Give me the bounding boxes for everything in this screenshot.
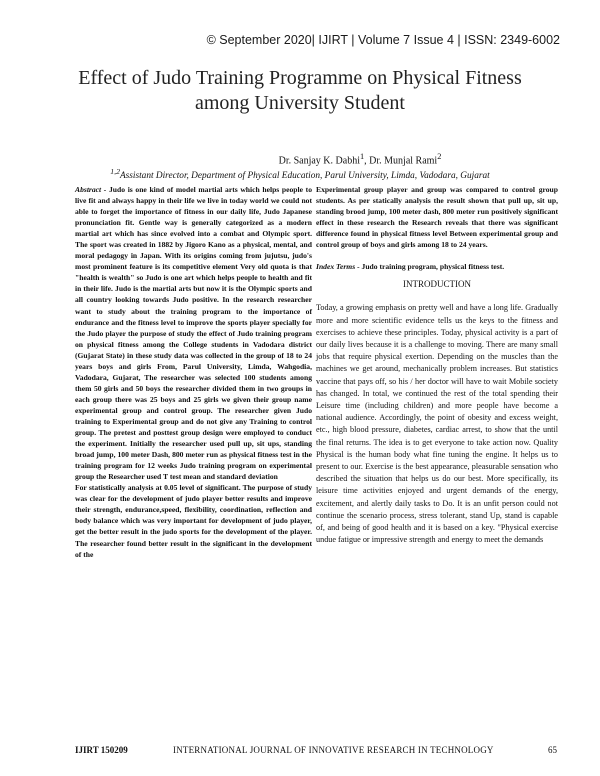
abstract-paragraph-1 — [75, 184, 312, 482]
abstract-text-1: Judo is one kind of model martial arts which helps people to live fit and always happy in their life we live in today world we could not able to forget the importance of fitness in our daily life, Judo Japanese pronunciation fit. Gentle way is generally categorized as a modern martial art which has since evolved into a combat and Olympic sport. The sport was created in 1882 by Jigoro Kano as a physical, mental, and moral pedagogy in Japan. With its origins coming from jujutsu, judo's most prominent feature is its competitive element Very old quota is that "health is wealth" so Judo is one art which helps people to health and fit in their life. Judo is the martial arts but now it is the Olympic sports and all country looking towards Judo positive. In the research researcher want to study about the training program to the importance of endurance and the fitness level to improve the sports player specially for the Judo player the purpose of study the effect of Judo training program on physical fitness among the College students in Vadodara district (Gujarat State) in these study data was collected in the group of 18 to 24 years boys and girls From, Parul University, Limda, Wahgodia, Vadodara, Gujarat, The researcher was selected 100 students among them 50 girls and 50 boys the researcher divided them in two groups in each group there was 25 boys and 25 girls we given their group name experimental group and control group. The researcher given Judo training to Experimental group and do not give any Training to control group. The pretest and posttest group design were employed to conduct the experiment. Initially the researcher used pull up, sit ups, standing broad jump, 100 meter Dash, 800 meter run as physical fitness test in the training program for 12 weeks Judo training program on experimental group the Researcher used T test mean and standard deviation — [75, 185, 312, 482]
running-head: © September 2020| IJIRT | Volume 7 Issue 4 | ISSN: 2349-6002 — [206, 33, 560, 47]
index-terms-label: Index Terms - — [316, 262, 360, 272]
section-heading-introduction: INTRODUCTION — [403, 279, 471, 290]
footer-journal-code: IJIRT 150209 — [75, 745, 128, 755]
abstract-paragraph-2: For statistically analysis at 0.05 level of significant. The purpose of study was clear for the development of judo player better results and improve their strength, endurance,speed, flexibility, coordination, reflection and body balance which was very important for development of judo player, get the better result in the judo sports for the development of the player. The researcher found better result in the significant in the development of the — [75, 483, 312, 559]
introduction-text: Today, a growing emphasis on pretty well and have a long life. Gradually more and more scientific evidence tells us the keys to the fitness and exercises to achieve these principles. Today, physical activity is a part of our daily lives because it is a challenge to moving. There are many small jobs that require physical exertion. Depending on the muscles than the machines we get around, mechanically problem increases. But statistics vaccine that pays off, so his / her doctor will have to wait Mobile society has changed. In total, we continued the rest of the total spending their Leisure time (including children) and more people have become a national audience. Accordingly, the point of obesity and excess weight, etc., high blood pressure, diabetes, cardiac arrest, to show that the until the final returns. The idea is to get everyone to take action now. Quality Physical is the human body what fine tuning the engine. It helps us to present to our. Exercise is the best appearance, pleasurable sensation who described the situation that helps us do our best. More specifically, its leisure time activities enjoyed and urgent demands of the energy, excitement, and alertly daily tasks to Do. It is an unfit person could not continue the scenario process, stress tolerant, stand Up, stand is capable of, and being of good health and it is based on a key. "Physical exercise undue fatigue or impressive strength and energy to meet the demands — [316, 303, 558, 545]
author-1-sup: 1 — [359, 152, 365, 161]
affiliation-text: Assistant Director, Department of Physical Education, Parul University, Limda, Vadodara, Gujarat — [119, 171, 490, 182]
abstract-label: Abstract - — [75, 185, 107, 194]
footer-page-number: 65 — [548, 745, 557, 755]
author-1: Dr. Sanjay K. Dabhi — [278, 155, 360, 167]
affiliation-sup: 1,2 — [110, 167, 120, 176]
index-terms-text: Judo training program, physical fitness test. — [361, 262, 505, 272]
affiliation — [40, 167, 560, 181]
paper-title-line-2: among University Student — [195, 92, 405, 114]
author-2-sup: 2 — [437, 152, 442, 161]
paper-title-line-1: Effect of Judo Training Programme on Physical Fitness — [78, 67, 522, 89]
left-column — [75, 184, 312, 560]
index-terms — [316, 261, 558, 272]
abstract-paragraph-3: Experimental group player and group was compared to control group students. As per statically analysis the result shown that pull up, sit up, standing brood jump, 100 meter dash, 800 meter run positively significant effect in these research the Research reveals that there was significant difference found in physical fitness level Between experimental group and control group of boys and girls among 18 to 24 years. — [316, 185, 558, 250]
author-2: , Dr. Munjal Rami — [364, 155, 438, 167]
paper-title — [60, 66, 540, 116]
footer-journal-name: INTERNATIONAL JOURNAL OF INNOVATIVE RESEARCH IN TECHNOLOGY — [173, 745, 494, 755]
right-column — [316, 184, 558, 546]
author-list — [60, 152, 600, 166]
